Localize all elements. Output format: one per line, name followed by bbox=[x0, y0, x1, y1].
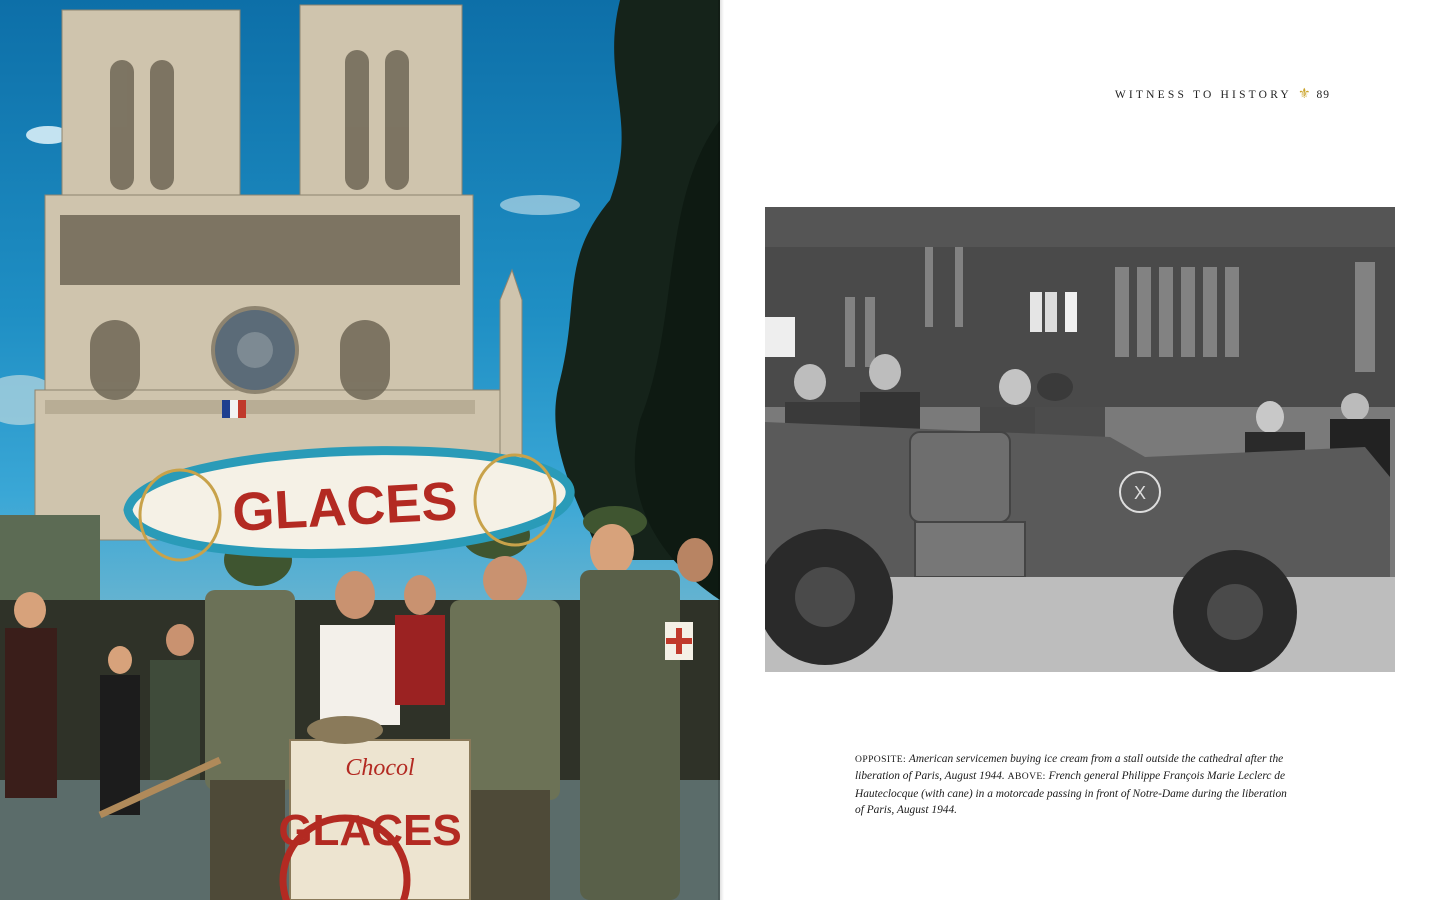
running-head bbox=[1115, 86, 1330, 103]
cart-label-main: GLACES bbox=[278, 806, 462, 855]
photo-caption bbox=[855, 751, 1295, 819]
command-car bbox=[765, 422, 1395, 672]
fleur-de-lis-icon: ⚜ bbox=[1297, 87, 1311, 102]
page-number: 89 bbox=[1316, 88, 1330, 101]
caption-opposite-label: OPPOSITE: bbox=[855, 754, 907, 765]
running-head-title: WITNESS TO HISTORY bbox=[1114, 88, 1292, 101]
caption-above-text: French general Philippe François Marie Leclerc de Hauteclocque (with cane) in a motorcade passing in front of Notre-Dame during the liberation of Paris, August 1944. bbox=[855, 770, 1287, 817]
svg-text:X: X bbox=[1133, 483, 1147, 503]
caption-opposite-text: American servicemen buying ice cream from a stall outside the cathedral after the liberation of Paris, August 1944. bbox=[855, 753, 1284, 783]
page-gutter bbox=[718, 0, 724, 900]
glaces-sign-text: GLACES bbox=[230, 471, 459, 543]
caption-above-label: ABOVE: bbox=[1007, 771, 1046, 783]
cart-label-top: Chocol bbox=[345, 755, 415, 781]
leclerc-motorcade-photo bbox=[765, 207, 1395, 672]
